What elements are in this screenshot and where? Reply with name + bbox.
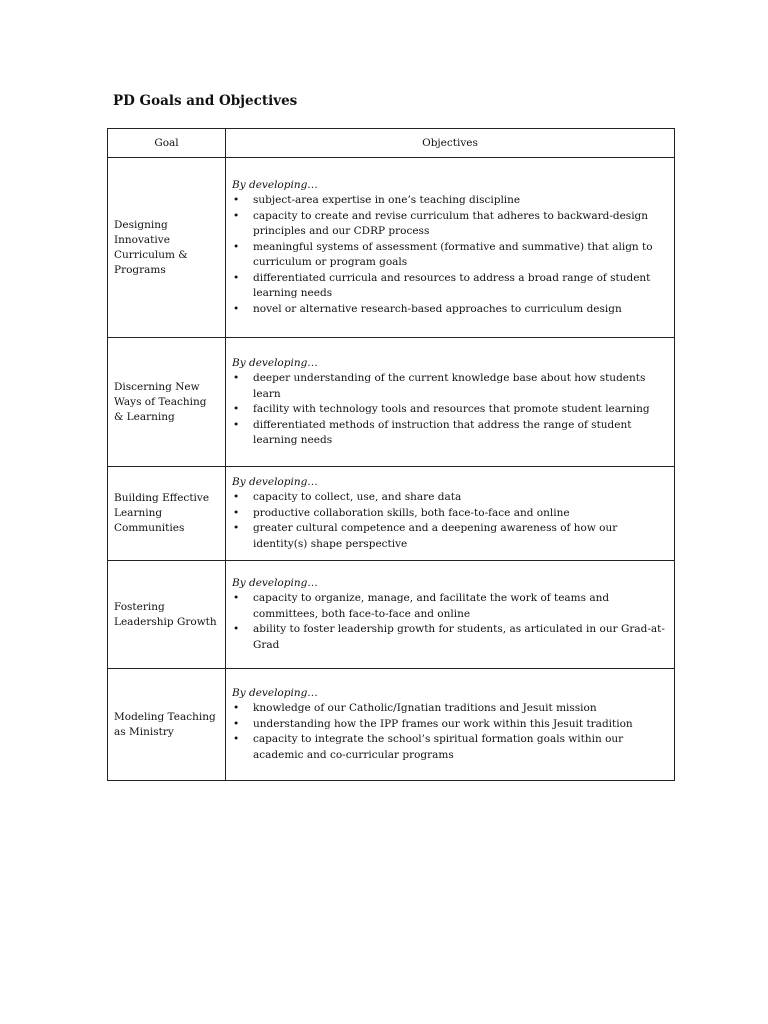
objectives-cell xyxy=(226,669,675,781)
objectives-cell xyxy=(226,158,675,338)
list-item: • greater cultural competence and a deepening awareness of how our identity(s) shape perspective xyxy=(232,521,668,552)
column-header-objectives: Objectives xyxy=(226,129,675,158)
page-title: PD Goals and Objectives xyxy=(113,93,298,109)
list-item: • novel or alternative research-based approaches to curriculum design xyxy=(232,302,668,318)
list-item: • differentiated methods of instruction that address the range of student learning needs xyxy=(232,418,668,449)
objectives-cell xyxy=(226,561,675,669)
list-item: • capacity to create and revise curriculum that adheres to backward-design principles and our CDRP process xyxy=(232,209,668,240)
list-item: • subject-area expertise in one’s teaching discipline xyxy=(232,193,668,209)
list-item: • capacity to collect, use, and share data xyxy=(232,490,668,506)
objectives-lead: By developing… xyxy=(232,686,318,699)
objectives-list xyxy=(232,193,668,317)
table-row xyxy=(108,338,675,467)
objectives-list xyxy=(232,701,668,763)
list-item: • deeper understanding of the current knowledge base about how students learn xyxy=(232,371,668,402)
list-item: • capacity to organize, manage, and facilitate the work of teams and committees, both face-to-face and online xyxy=(232,591,668,622)
list-item: • differentiated curricula and resources to address a broad range of student learning needs xyxy=(232,271,668,302)
table-row xyxy=(108,561,675,669)
list-item: • knowledge of our Catholic/Ignatian traditions and Jesuit mission xyxy=(232,701,668,717)
goal-cell: Building Effective Learning Communities xyxy=(108,467,226,561)
table-header-row xyxy=(108,129,675,158)
objectives-lead: By developing… xyxy=(232,178,318,191)
list-item: • capacity to integrate the school’s spiritual formation goals within our academic and co-curricular programs xyxy=(232,732,668,763)
goal-cell: Modeling Teaching as Ministry xyxy=(108,669,226,781)
objectives-cell xyxy=(226,467,675,561)
table-row xyxy=(108,467,675,561)
column-header-goal: Goal xyxy=(108,129,226,158)
goal-cell: Fostering Leadership Growth xyxy=(108,561,226,669)
objectives-list xyxy=(232,490,668,552)
objectives-list xyxy=(232,591,668,653)
objectives-cell xyxy=(226,338,675,467)
list-item: • meaningful systems of assessment (formative and summative) that align to curriculum or program goals xyxy=(232,240,668,271)
table-row xyxy=(108,669,675,781)
objectives-list xyxy=(232,371,668,449)
list-item: • facility with technology tools and resources that promote student learning xyxy=(232,402,668,418)
list-item: • productive collaboration skills, both face-to-face and online xyxy=(232,506,668,522)
objectives-lead: By developing… xyxy=(232,576,318,589)
table-row xyxy=(108,158,675,338)
list-item: • ability to foster leadership growth for students, as articulated in our Grad-at-Grad xyxy=(232,622,668,653)
objectives-lead: By developing… xyxy=(232,356,318,369)
goal-cell: Designing Innovative Curriculum & Programs xyxy=(108,158,226,338)
goals-objectives-table xyxy=(107,128,675,781)
goal-cell: Discerning New Ways of Teaching & Learning xyxy=(108,338,226,467)
list-item: • understanding how the IPP frames our work within this Jesuit tradition xyxy=(232,717,668,733)
objectives-lead: By developing… xyxy=(232,475,318,488)
